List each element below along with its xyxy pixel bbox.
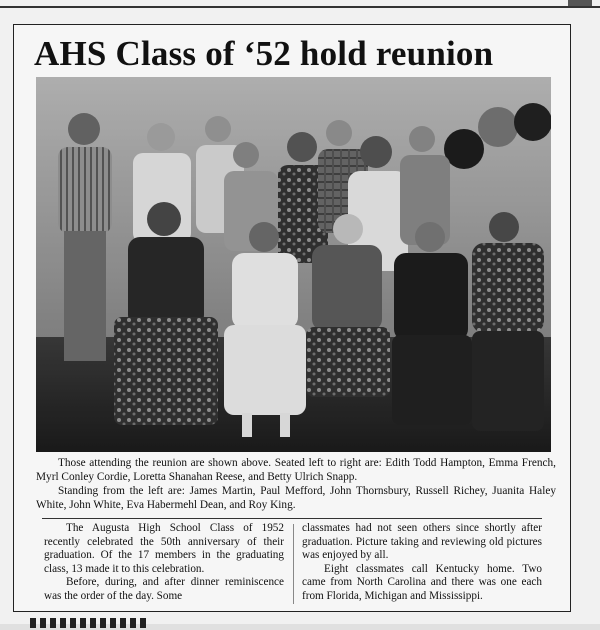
article-box bbox=[13, 24, 571, 612]
reunion-photo-illustration bbox=[36, 77, 551, 452]
top-rule bbox=[0, 6, 600, 8]
headline: AHS Class of ‘52 hold reunion bbox=[34, 34, 494, 73]
column-divider bbox=[293, 524, 294, 604]
body-column-right bbox=[302, 522, 542, 604]
caption-standing: Standing from the left are: James Martin, Paul Mefford, John Thornsbury, Russell Richey, Juanita Haley White, John White, Eva Habermehl Dean, and Roy King. bbox=[36, 485, 556, 511]
reunion-photo bbox=[36, 77, 551, 452]
body-paragraph: The Augusta High School Class of 1952 recently celebrated the 50th anniversary of their graduation. Of the 17 members in the graduating class, 13 made it to this celebration. bbox=[44, 522, 284, 575]
body-paragraph: Eight classmates call Kentucky home. Two came from North Carolina and there was one each from Florida, Michigan and Mississippi. bbox=[302, 562, 542, 602]
body-paragraph: Before, during, and after dinner reminiscence was the order of the day. Some bbox=[44, 576, 284, 602]
cut-off-text-mark bbox=[30, 618, 150, 628]
corner-mark bbox=[568, 0, 592, 6]
caption-seated: Those attending the reunion are shown above. Seated left to right are: Edith Todd Hampton, Emma French, Myrl Conley Cordie, Loretta Shanahan Reese, and Betty Ulrich Snapp. bbox=[36, 457, 556, 483]
body-paragraph: classmates had not seen others since shortly after graduation. Picture taking and reviewing old pictures was enjoyed by all. bbox=[302, 522, 542, 562]
article-body bbox=[44, 522, 549, 607]
caption-rule bbox=[42, 518, 542, 519]
photo-caption bbox=[36, 456, 556, 512]
body-column-left bbox=[44, 522, 284, 604]
bottom-strip bbox=[0, 616, 600, 630]
